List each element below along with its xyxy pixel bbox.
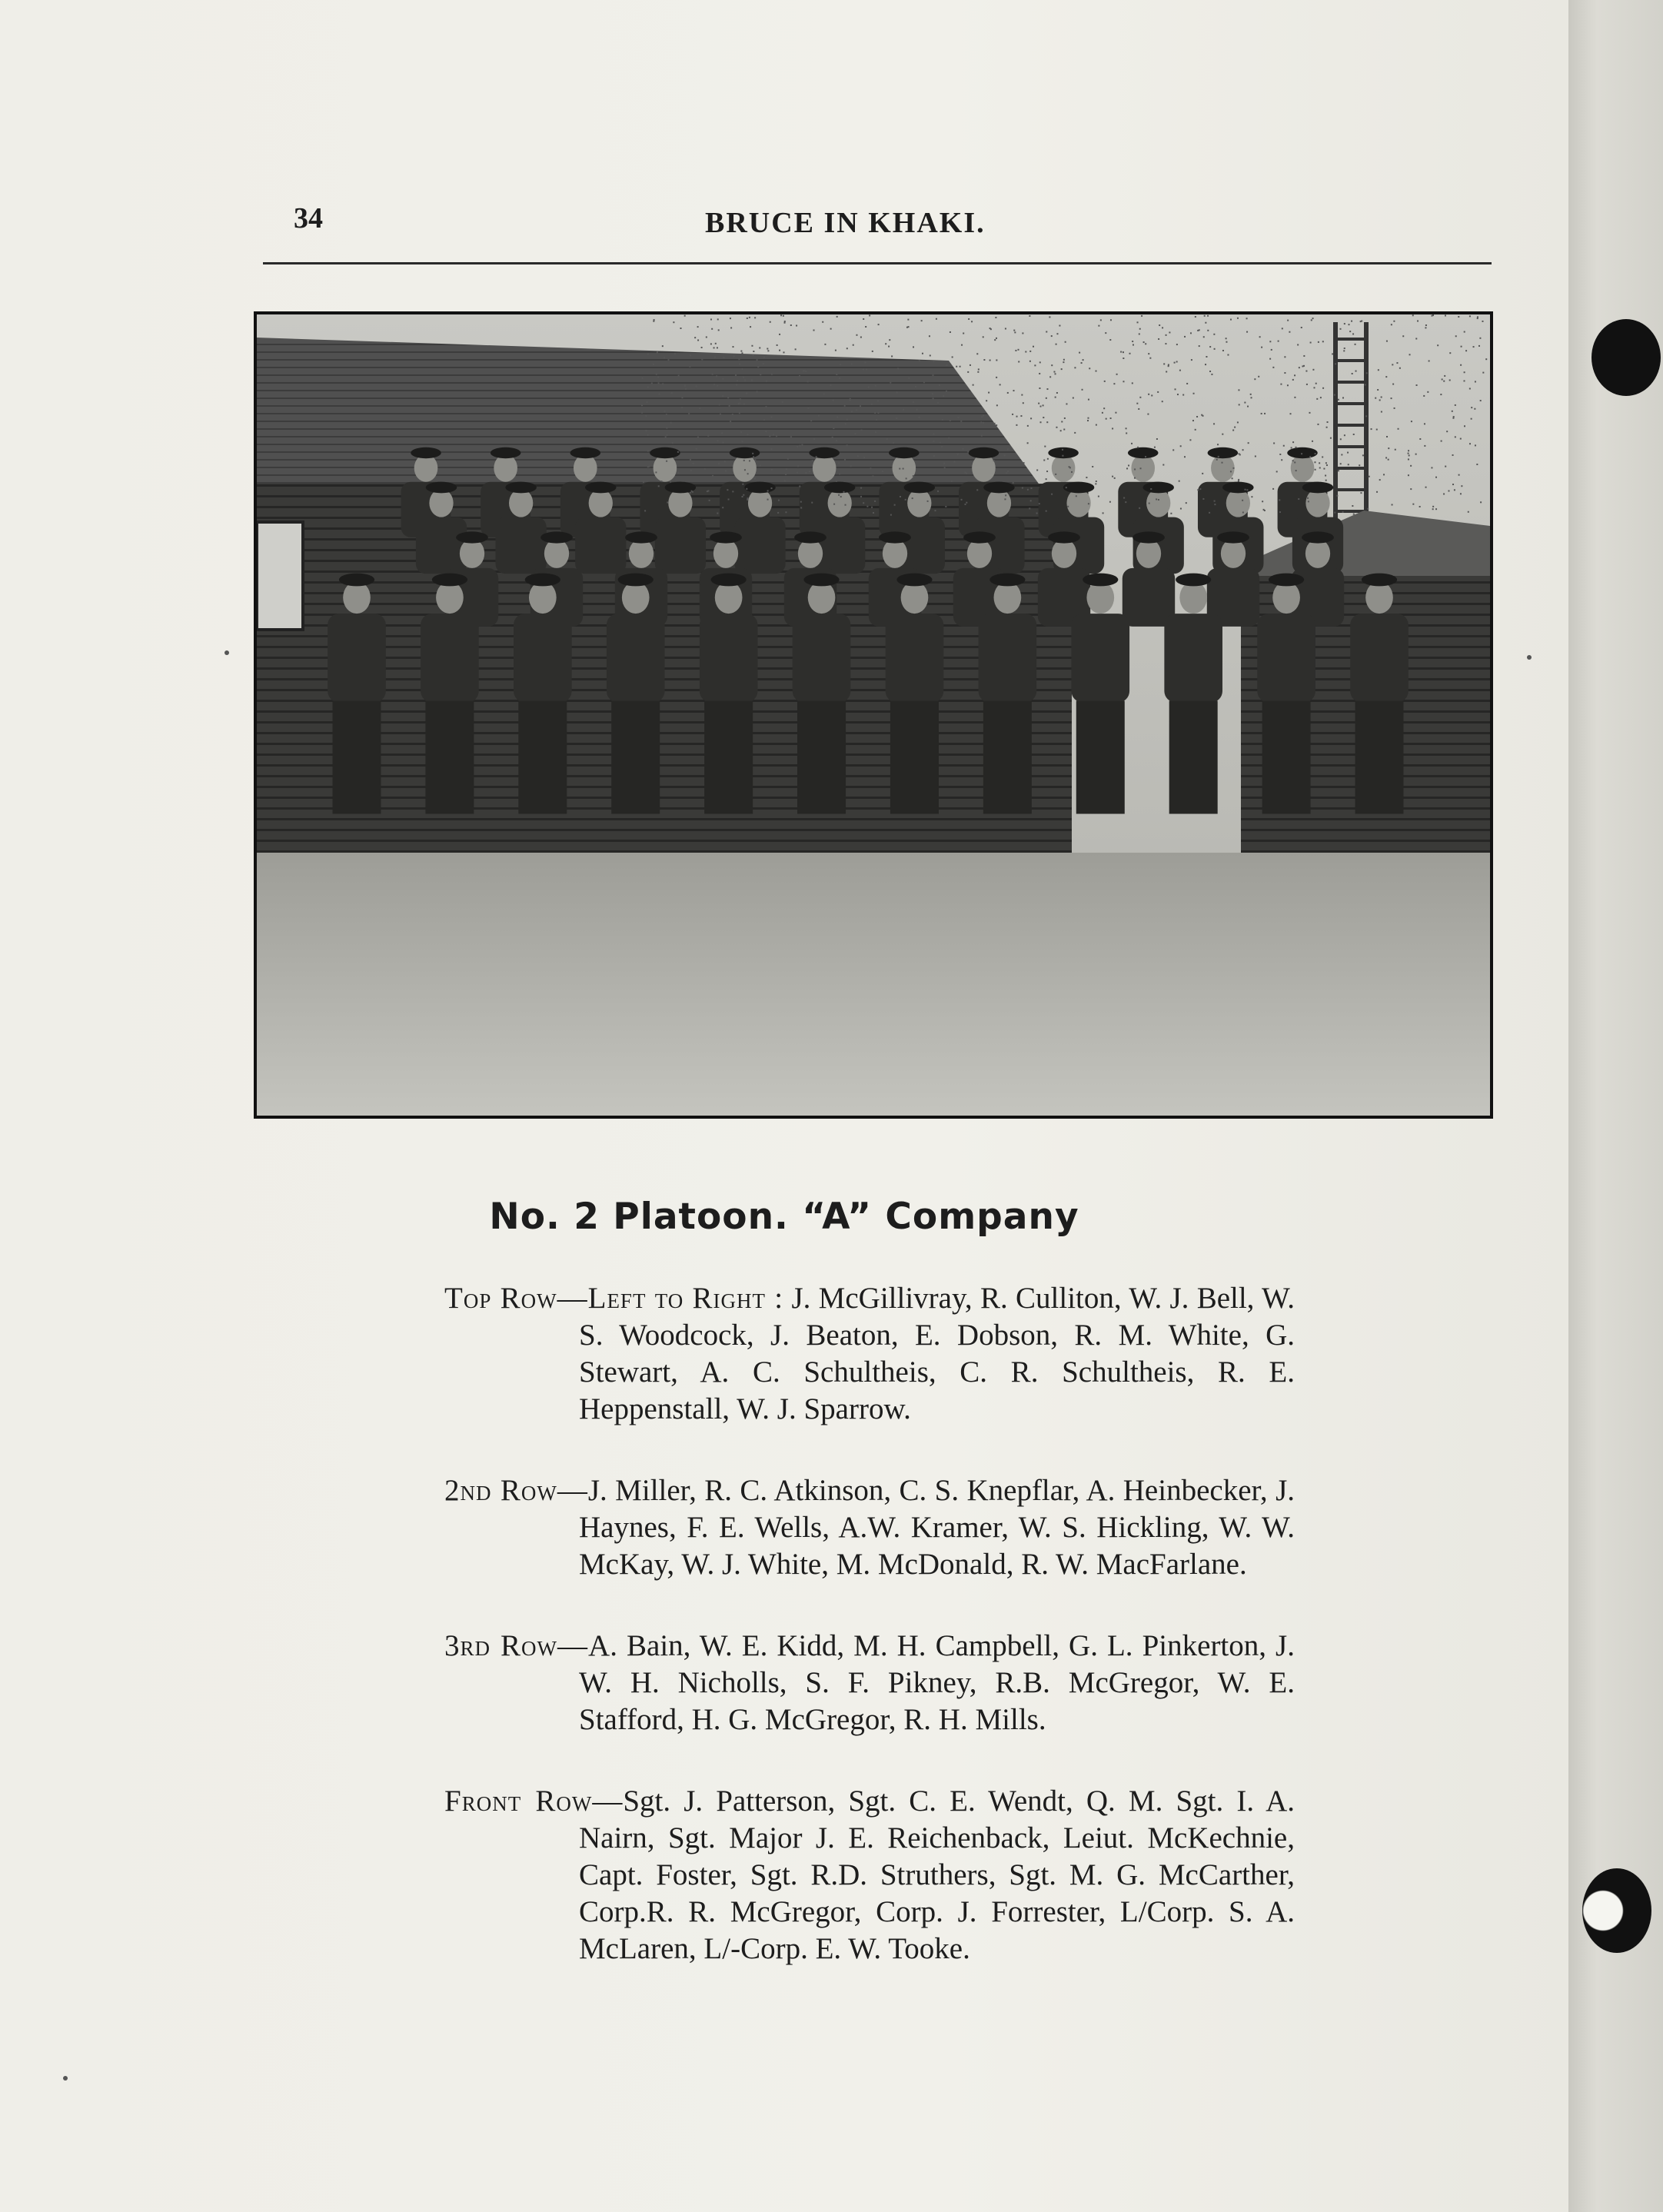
row-label: Top Row—Left to Right : — [444, 1282, 784, 1315]
page-speck — [63, 2076, 68, 2081]
page-header — [263, 201, 1492, 255]
roster-row-second — [444, 1472, 1295, 1583]
photo-caption: No. 2 Platoon. “A” Company — [489, 1196, 1079, 1238]
row-label: Front Row— — [444, 1785, 624, 1818]
page-speck — [225, 650, 229, 655]
row-label: 3rd Row— — [444, 1629, 589, 1662]
header-rule — [263, 262, 1492, 264]
roster-row-top — [444, 1280, 1295, 1428]
platoon-photograph — [254, 311, 1493, 1119]
row-names: J. Miller, R. C. Atkinson, C. S. Knepflar, A. Heinbecker, J. Haynes, F. E. Wells, A.W. Kramer, W. S. Hickling, W. W. McKay, W. J. White, M. McDonald, R. W. MacFarlane. — [579, 1474, 1295, 1581]
roster-row-third — [444, 1628, 1295, 1738]
row-names: A. Bain, W. E. Kidd, M. H. Campbell, G. L. Pinkerton, J. W. H. Nicholls, S. F. Pikney, R.B. McGregor, W. E. Stafford, H. G. McGregor, R. H. Mills. — [579, 1629, 1295, 1736]
page-number: 34 — [294, 202, 323, 235]
photograph-image — [257, 314, 1490, 1116]
binding-hole-top — [1591, 319, 1661, 396]
name-roster — [444, 1280, 1295, 2012]
roster-row-front — [444, 1783, 1295, 1968]
binding-hole-bottom — [1582, 1868, 1651, 1953]
running-title: BRUCE IN KHAKI. — [705, 207, 986, 239]
row-names: Sgt. J. Patterson, Sgt. C. E. Wendt, Q. M. Sgt. I. A. Nairn, Sgt. Major J. E. Reichenback, Leiut. McKechnie, Capt. Foster, Sgt. R.D. Struthers, Sgt. M. G. McCarther, Corp.R. R. McGregor, Corp. J. Forrester, L/Corp. S. A. McLaren, L/-Corp. E. W. Tooke. — [579, 1785, 1295, 1965]
page-speck — [1527, 655, 1532, 660]
row-label: 2nd Row— — [444, 1474, 588, 1507]
row-names: J. McGillivray, R. Culliton, W. J. Bell, W. S. Woodcock, J. Beaton, E. Dobson, R. M. White, G. Stewart, A. C. Schultheis, C. R. Schultheis, R. E. Heppenstall, W. J. Sparrow. — [579, 1282, 1295, 1425]
